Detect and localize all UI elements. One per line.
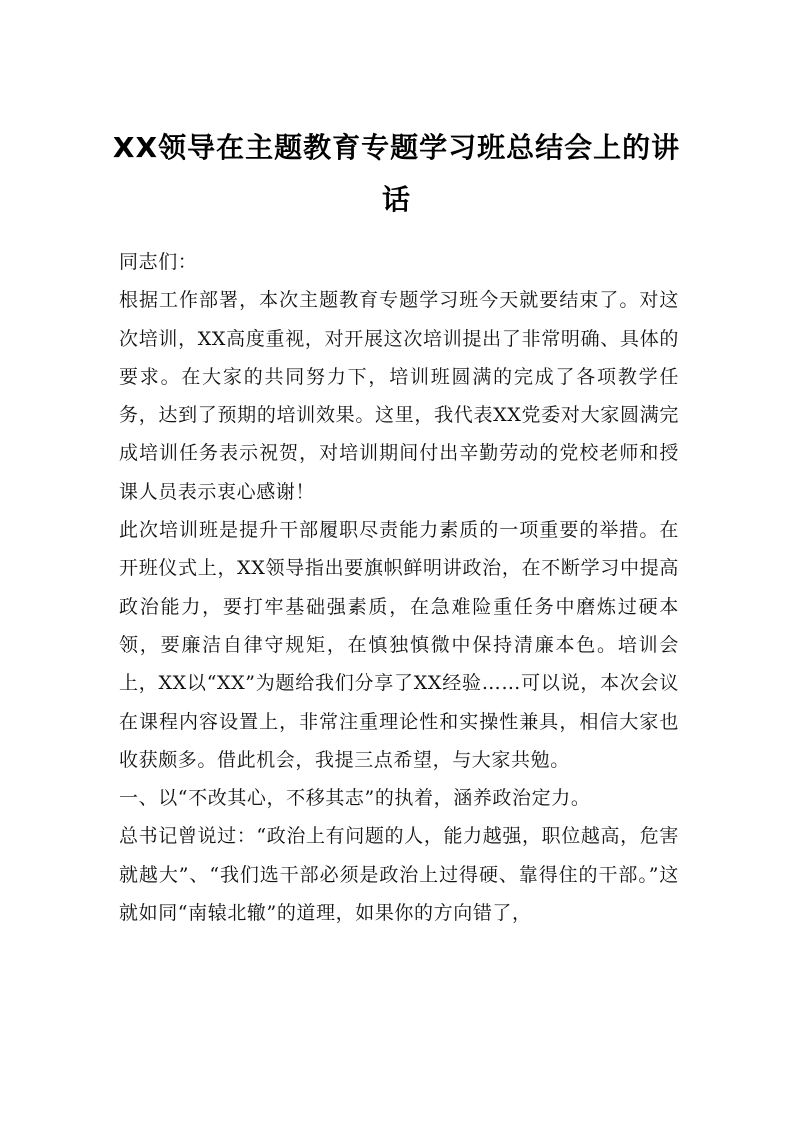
salutation: 同志们： (119, 251, 198, 273)
section-heading-1: 一、以“不改其心，不移其志”的执着，涵养政治定力。 (119, 787, 591, 810)
body-paragraph-2: 此次培训班是提升干部履职尽责能力素质的一项重要的举措。在开班仪式上，XX领导指出要旗帜鲜明讲政治，在不断学习中提高政治能力，要打牢基础强素质，在急难险重任务中磨炼过硬本领，要廉洁自律守规矩，在慎独慎微中保持清廉本色。培训会上，XX以“XX”为题给我们分享了XX经验……可以说，本次会议在课程内容设置上，非常注重理论性和实操性兼具，相信大家也收获颇多。借此机会，我提三点希望，与大家共勉。 (119, 519, 679, 771)
document-body (119, 243, 679, 932)
document-title: XX领导在主题教育专题学习班总结会上的讲话 (112, 131, 681, 216)
body-paragraph-3: 总书记曾说过：“政治上有问题的人，能力越强，职位越高，危害就越大”、“我们选干部必须是政治上过得硬、靠得住的干部。”这就如同“南辕北辙”的道理，如果你的方向错了， (119, 825, 679, 925)
body-paragraph-1: 根据工作部署，本次主题教育专题学习班今天就要结束了。对这次培训，XX高度重视，对开展这次培训提出了非常明确、具体的要求。在大家的共同努力下，培训班圆满的完成了各项教学任务，达到了预期的培训效果。这里，我代表XX党委对大家圆满完成培训任务表示祝贺，对培训期间付出辛勤劳动的党校老师和授课人员表示衷心感谢！ (119, 289, 679, 503)
